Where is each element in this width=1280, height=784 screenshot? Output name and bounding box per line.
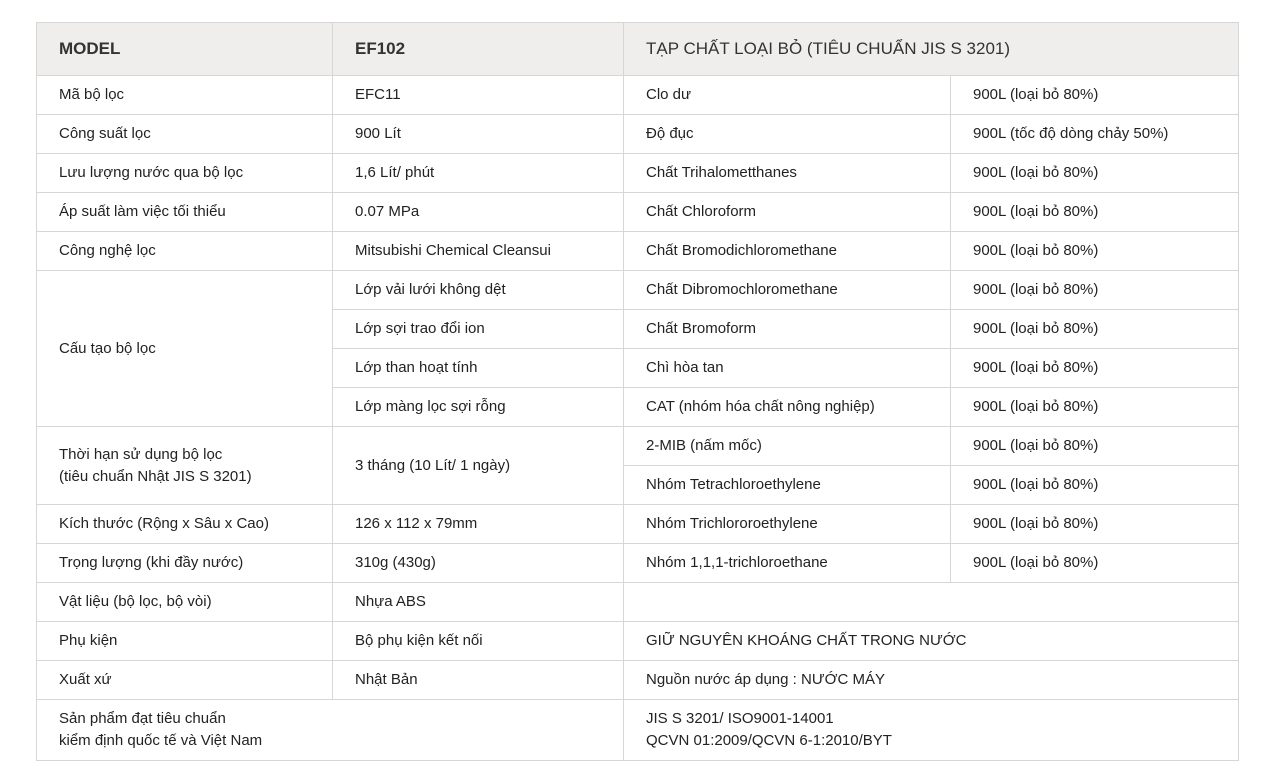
impurity-value: 900L (loại bỏ 80%) bbox=[951, 76, 1239, 115]
impurity-name: Chất Chloroform bbox=[624, 193, 951, 232]
spec-value: Bộ phụ kiện kết nối bbox=[333, 622, 624, 661]
empty-cell bbox=[624, 583, 1239, 622]
table-row bbox=[37, 661, 1239, 700]
structure-layer: Lớp sợi trao đổi ion bbox=[333, 310, 624, 349]
spec-label: Vật liệu (bộ lọc, bộ vòi) bbox=[37, 583, 333, 622]
impurity-name: Chất Dibromochloromethane bbox=[624, 271, 951, 310]
spec-label: Công suất lọc bbox=[37, 115, 333, 154]
spec-value: 126 x 112 x 79mm bbox=[333, 505, 624, 544]
water-source-note: Nguồn nước áp dụng : NƯỚC MÁY bbox=[624, 661, 1239, 700]
impurity-name: Chất Bromodichloromethane bbox=[624, 232, 951, 271]
impurity-value: 900L (loại bỏ 80%) bbox=[951, 544, 1239, 583]
standards-line2: QCVN 01:2009/QCVN 6-1:2010/BYT bbox=[646, 732, 892, 749]
table-row bbox=[37, 232, 1239, 271]
certification-line1: Sản phẩm đạt tiêu chuẩn bbox=[59, 710, 226, 727]
impurity-name: Clo dư bbox=[624, 76, 951, 115]
impurity-value: 900L (loại bỏ 80%) bbox=[951, 271, 1239, 310]
spec-label: Lưu lượng nước qua bộ lọc bbox=[37, 154, 333, 193]
impurity-name: Nhóm Tetrachloroethylene bbox=[624, 466, 951, 505]
impurity-value: 900L (loại bỏ 80%) bbox=[951, 349, 1239, 388]
table-row bbox=[37, 115, 1239, 154]
certification-line2: kiểm định quốc tế và Việt Nam bbox=[59, 732, 263, 749]
spec-value: 1,6 Lít/ phút bbox=[333, 154, 624, 193]
model-label: MODEL bbox=[37, 23, 333, 76]
impurity-name: Độ đục bbox=[624, 115, 951, 154]
spec-label: Cấu tạo bộ lọc bbox=[37, 271, 333, 427]
impurity-name: Chì hòa tan bbox=[624, 349, 951, 388]
spec-value: Nhựa ABS bbox=[333, 583, 624, 622]
spec-label: Công nghệ lọc bbox=[37, 232, 333, 271]
spec-value: Nhật Bản bbox=[333, 661, 624, 700]
table-row bbox=[37, 622, 1239, 661]
spec-value: 900 Lít bbox=[333, 115, 624, 154]
table-row bbox=[37, 76, 1239, 115]
standards-note bbox=[624, 700, 1239, 761]
impurity-value: 900L (loại bỏ 80%) bbox=[951, 427, 1239, 466]
structure-layer: Lớp than hoạt tính bbox=[333, 349, 624, 388]
spec-value: Mitsubishi Chemical Cleansui bbox=[333, 232, 624, 271]
table-row bbox=[37, 427, 1239, 466]
lifetime-label-line1: Thời hạn sử dụng bộ lọc bbox=[59, 445, 223, 463]
table-row bbox=[37, 154, 1239, 193]
table-row bbox=[37, 271, 1239, 310]
impurities-title: TẠP CHẤT LOẠI BỎ (TIÊU CHUẨN JIS S 3201) bbox=[624, 23, 1239, 76]
standards-line1: JIS S 3201/ ISO9001-14001 bbox=[646, 710, 834, 727]
spec-label bbox=[37, 427, 333, 505]
impurity-name: Nhóm 1,1,1-trichloroethane bbox=[624, 544, 951, 583]
spec-label: Phụ kiện bbox=[37, 622, 333, 661]
impurity-value: 900L (loại bỏ 80%) bbox=[951, 154, 1239, 193]
impurity-name: Nhóm Trichlororoethylene bbox=[624, 505, 951, 544]
impurity-name: Chất Bromoform bbox=[624, 310, 951, 349]
spec-label: Kích thước (Rộng x Sâu x Cao) bbox=[37, 505, 333, 544]
spec-value: EFC11 bbox=[333, 76, 624, 115]
table-row bbox=[37, 583, 1239, 622]
table-row bbox=[37, 700, 1239, 761]
spec-value: 0.07 MPa bbox=[333, 193, 624, 232]
minerals-note: GIỮ NGUYÊN KHOÁNG CHẤT TRONG NƯỚC bbox=[624, 622, 1239, 661]
lifetime-label-line2: (tiêu chuẩn Nhật JIS S 3201) bbox=[59, 467, 252, 485]
spec-value: 3 tháng (10 Lít/ 1 ngày) bbox=[333, 427, 624, 505]
spec-label: Xuất xứ bbox=[37, 661, 333, 700]
structure-layer: Lớp màng lọc sợi rỗng bbox=[333, 388, 624, 427]
model-value: EF102 bbox=[333, 23, 624, 76]
spec-label: Mã bộ lọc bbox=[37, 76, 333, 115]
impurity-value: 900L (loại bỏ 80%) bbox=[951, 505, 1239, 544]
spec-label: Áp suất làm việc tối thiểu bbox=[37, 193, 333, 232]
structure-layer: Lớp vải lưới không dệt bbox=[333, 271, 624, 310]
certification-label bbox=[37, 700, 624, 761]
impurity-value: 900L (loại bỏ 80%) bbox=[951, 310, 1239, 349]
header-row bbox=[37, 23, 1239, 76]
impurity-name: 2-MIB (nấm mốc) bbox=[624, 427, 951, 466]
spec-table bbox=[36, 22, 1239, 761]
impurity-value: 900L (loại bỏ 80%) bbox=[951, 232, 1239, 271]
impurity-name: Chất Trihalometthanes bbox=[624, 154, 951, 193]
table-row bbox=[37, 544, 1239, 583]
spec-value: 310g (430g) bbox=[333, 544, 624, 583]
impurity-value: 900L (tốc độ dòng chảy 50%) bbox=[951, 115, 1239, 154]
table-row bbox=[37, 505, 1239, 544]
table-row bbox=[37, 193, 1239, 232]
impurity-value: 900L (loại bỏ 80%) bbox=[951, 466, 1239, 505]
impurity-name: CAT (nhóm hóa chất nông nghiệp) bbox=[624, 388, 951, 427]
impurity-value: 900L (loại bỏ 80%) bbox=[951, 388, 1239, 427]
impurity-value: 900L (loại bỏ 80%) bbox=[951, 193, 1239, 232]
spec-label: Trọng lượng (khi đầy nước) bbox=[37, 544, 333, 583]
